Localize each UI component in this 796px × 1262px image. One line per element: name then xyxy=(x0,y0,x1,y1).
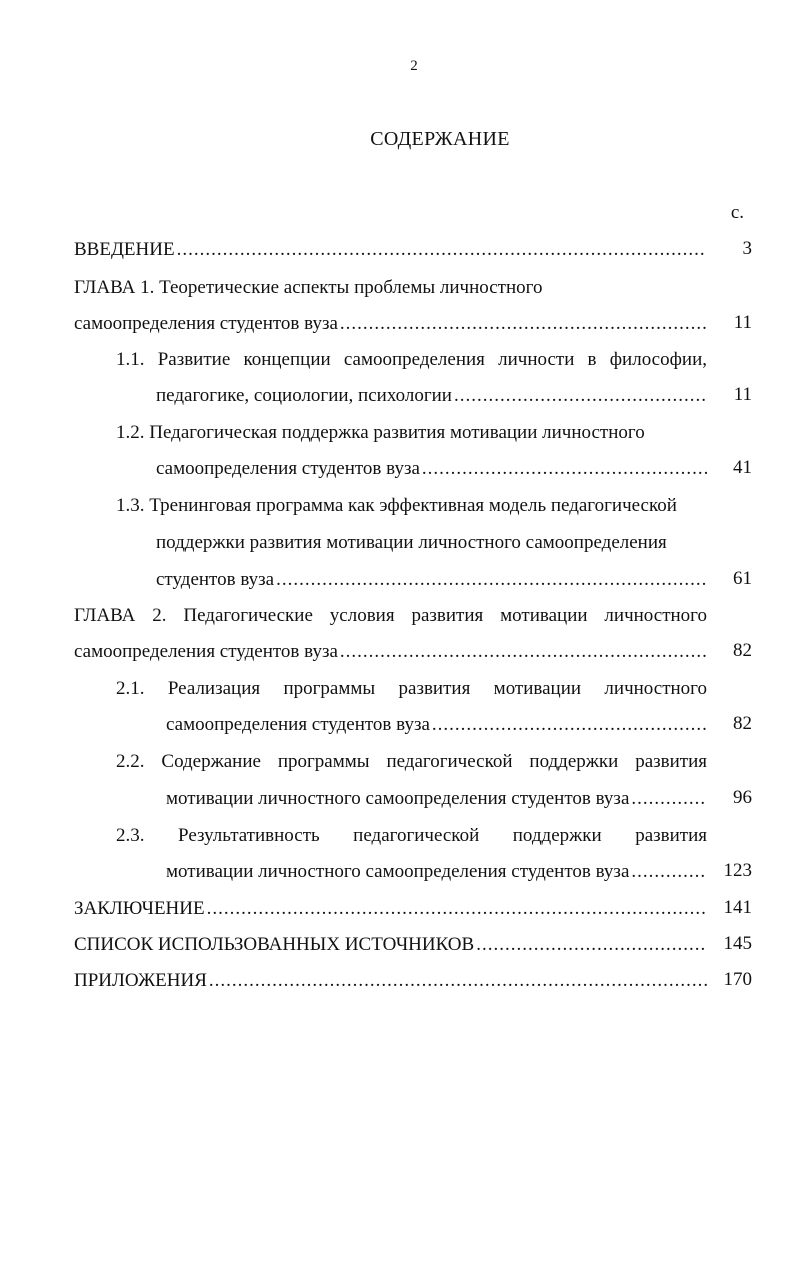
toc-entry-section-2-3-cont xyxy=(166,860,707,884)
toc-page-number: 96 xyxy=(733,787,752,808)
leader-dots xyxy=(340,640,707,664)
toc-entry-section-1-3-cont: поддержки развития мотивации личностного самоопределения xyxy=(156,532,667,553)
toc-entry-chapter-2: ГЛАВА 2. Педагогические условия развития мотивации личностного xyxy=(74,605,707,626)
toc-page-number: 123 xyxy=(723,860,752,881)
toc-page-number: 3 xyxy=(742,238,752,259)
page-column-label: с. xyxy=(730,202,744,223)
toc-entry-chapter-1-cont xyxy=(74,312,707,336)
toc-entry-title: мотивации личностного самоопределения студентов вуза xyxy=(166,861,630,882)
toc-entry-title: ВВЕДЕНИЕ xyxy=(74,239,175,260)
toc-entry-title: ПРИЛОЖЕНИЯ xyxy=(74,970,207,991)
toc-entry-section-1-3-cont2 xyxy=(156,568,707,592)
leader-dots xyxy=(631,787,707,811)
toc-entry-title: самоопределения студентов вуза xyxy=(74,641,338,662)
toc-entry-sources xyxy=(74,933,707,957)
toc-page-number: 11 xyxy=(733,312,752,333)
leader-dots xyxy=(422,457,707,481)
toc-entry-title: ЗАКЛЮЧЕНИЕ xyxy=(74,898,205,919)
leader-dots xyxy=(476,933,707,957)
leader-dots xyxy=(207,897,707,921)
toc-entry-chapter-1: ГЛАВА 1. Теоретические аспекты проблемы личностного xyxy=(74,277,543,298)
toc-entry-title: студентов вуза xyxy=(156,569,275,590)
leader-dots xyxy=(631,860,707,884)
toc-page-number: 41 xyxy=(733,457,752,478)
leader-dots xyxy=(177,238,707,262)
toc-entry-section-1-1-cont xyxy=(156,384,707,408)
page-title: СОДЕРЖАНИЕ xyxy=(370,128,510,150)
toc-entry-section-2-1: 2.1. Реализация программы развития мотивации личностного xyxy=(116,678,707,699)
toc-entry-title: педагогике, социологии, психологии xyxy=(156,385,452,406)
toc-entry-section-1-2: 1.2. Педагогическая поддержка развития мотивации личностного xyxy=(116,422,645,443)
toc-entry-section-1-2-cont xyxy=(156,457,707,481)
toc-page-number: 170 xyxy=(723,969,752,990)
leader-dots xyxy=(276,568,707,592)
toc-entry-section-1-3: 1.3. Тренинговая программа как эффективная модель педагогической xyxy=(116,495,677,516)
toc-page-number: 61 xyxy=(733,568,752,589)
toc-entry-section-2-1-cont xyxy=(166,713,707,737)
toc-entry-introduction xyxy=(74,238,707,262)
toc-entry-title: самоопределения студентов вуза xyxy=(156,458,420,479)
toc-page-number: 82 xyxy=(733,640,752,661)
toc-entry-title: СПИСОК ИСПОЛЬЗОВАННЫХ ИСТОЧНИКОВ xyxy=(74,934,475,955)
toc-entry-title: мотивации личностного самоопределения студентов вуза xyxy=(166,788,630,809)
toc-entry-section-2-2: 2.2. Содержание программы педагогической поддержки развития xyxy=(116,751,707,772)
toc-entry-appendix xyxy=(74,969,707,993)
leader-dots xyxy=(432,713,707,737)
toc-entry-section-2-2-cont xyxy=(166,787,707,811)
toc-entry-conclusion xyxy=(74,897,707,921)
leader-dots xyxy=(340,312,707,336)
toc-page-number: 11 xyxy=(733,384,752,405)
toc-entry-title: самоопределения студентов вуза xyxy=(74,313,338,334)
toc-entry-chapter-2-cont xyxy=(74,640,707,664)
toc-page-number: 145 xyxy=(723,933,752,954)
toc-page-number: 82 xyxy=(733,713,752,734)
toc-entry-title: самоопределения студентов вуза xyxy=(166,714,430,735)
toc-entry-section-1-1: 1.1. Развитие концепции самоопределения личности в философии, xyxy=(116,349,707,370)
toc-page-number: 141 xyxy=(723,897,752,918)
leader-dots xyxy=(209,969,707,993)
page-number: 2 xyxy=(410,58,418,74)
leader-dots xyxy=(454,384,707,408)
toc-entry-section-2-3: 2.3. Результативность педагогической поддержки развития xyxy=(116,825,707,846)
